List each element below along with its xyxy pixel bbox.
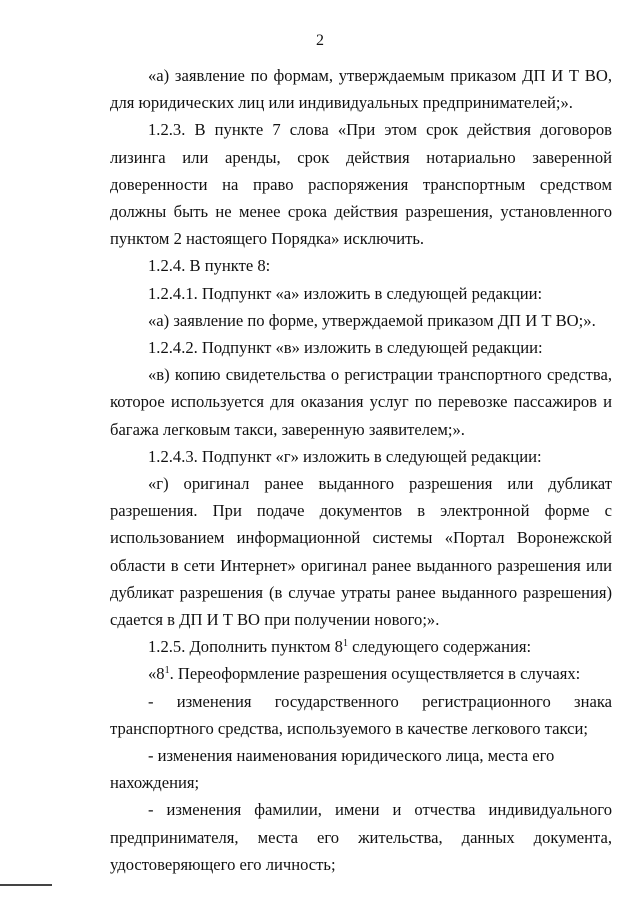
paragraph-1-2-4-3: 1.2.4.3. Подпункт «г» изложить в следующей редакции:: [148, 446, 542, 466]
list-item-legal-entity-name: - изменения наименования юридического лица, места его нахождения;: [110, 746, 555, 793]
paragraph-1-2-5-text-a: 1.2.5. Дополнить пунктом 8: [148, 637, 343, 657]
scan-edge-mark: [0, 884, 52, 886]
paragraph-1-2-4: 1.2.4. В пункте 8:: [148, 256, 271, 276]
paragraph-8-1-text-b: . Переоформление разрешения осуществляется в случаях:: [169, 664, 581, 684]
list-item-entrepreneur-name: - изменения фамилии, имени и отчества индивидуального предпринимателя, места его жительства, данных документа, удостоверяющего его личность;: [110, 800, 612, 874]
paragraph-subpoint-a-form: «а) заявление по форме, утверждаемой приказом ДП И Т ВО;».: [148, 310, 596, 330]
paragraph-subpoint-a-forms: «а) заявление по формам, утверждаемым приказом ДП И Т ВО, для юридических лиц или индивидуальных предпринимателей;».: [110, 66, 612, 113]
paragraph-subpoint-g: «г) оригинал ранее выданного разрешения или дубликат разрешения. При подаче документов в электронной форме с использованием информационной системы «Портал Воронежской области в сети Интернет» оригинал ранее выданного разрешения или дубликат разрешения (в случае утраты ранее выданного разрешения) сдается в ДП И Т ВО при получении нового;».: [110, 474, 612, 630]
superscript-one: 1: [342, 638, 348, 650]
list-item-registration-sign: - изменения государственного регистрационного знака транспортного средства, используемого в качестве легкового такси;: [110, 691, 612, 738]
paragraph-1-2-3: 1.2.3. В пункте 7 слова «При этом срок действия договоров лизинга или аренды, срок действия нотариально заверенной доверенности на право распоряжения транспортным средством должны быть не менее срока действия разрешения, установленного пунктом 2 настоящего Порядка» исключить.: [110, 120, 612, 249]
paragraph-1-2-5: [110, 633, 612, 660]
paragraph-8-1: [110, 660, 612, 687]
paragraph-subpoint-v: «в) копию свидетельства о регистрации транспортного средства, которое используется для оказания услуг по перевозке пассажиров и багажа легковым такси, заверенную заявителем;».: [110, 365, 612, 439]
paragraph-1-2-4-2: 1.2.4.2. Подпункт «в» изложить в следующей редакции:: [148, 338, 543, 358]
page-number: 2: [316, 32, 324, 49]
document-body: [110, 62, 612, 878]
paragraph-1-2-4-1: 1.2.4.1. Подпункт «а» изложить в следующей редакции:: [148, 283, 543, 303]
paragraph-1-2-5-text-b: следующего содержания:: [347, 637, 532, 657]
superscript-one: 1: [164, 665, 170, 677]
paragraph-8-1-text-a: «8: [148, 664, 165, 684]
